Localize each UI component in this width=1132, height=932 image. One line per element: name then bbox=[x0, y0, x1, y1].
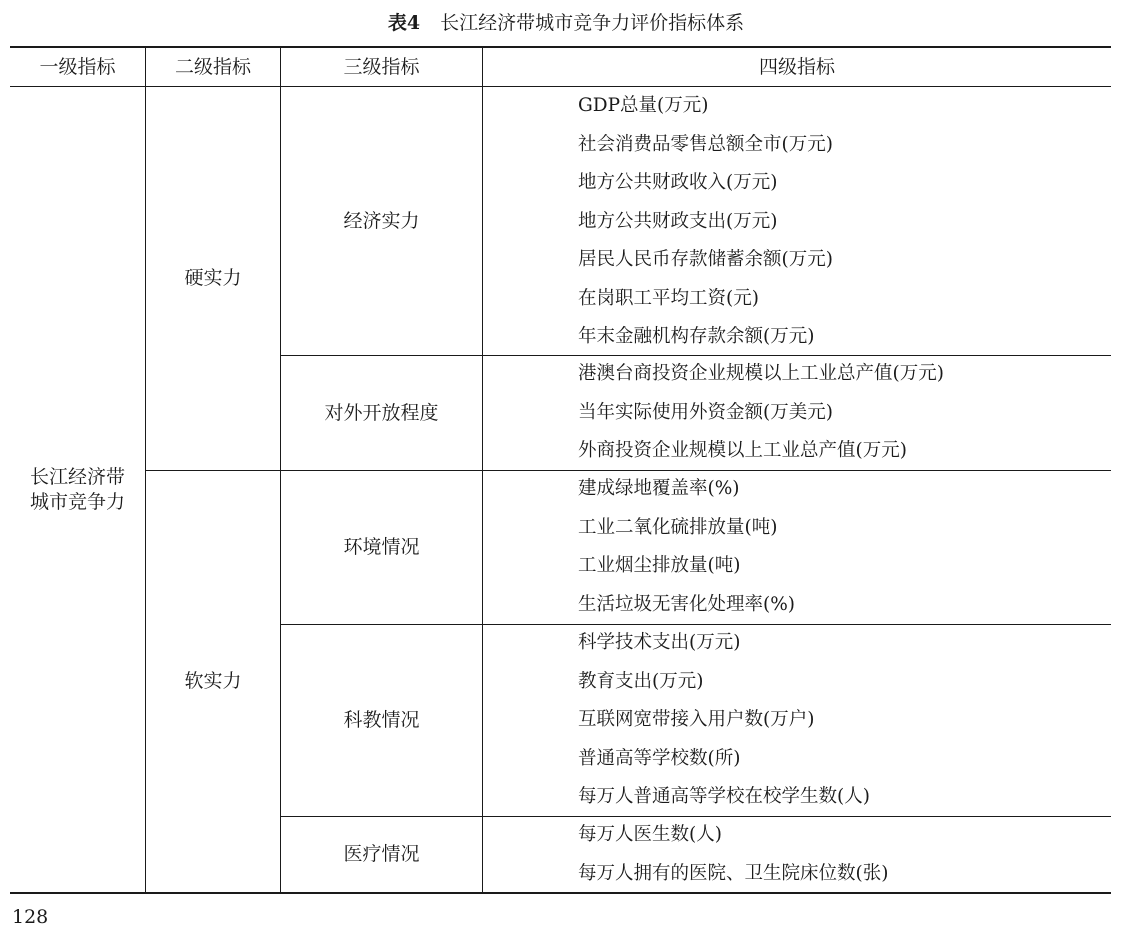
level4-item: 外商投资企业规模以上工业总产值(万元) bbox=[578, 440, 907, 461]
level4-item: 在岗职工平均工资(元) bbox=[578, 287, 759, 309]
level3-education: 科教情况 bbox=[343, 709, 420, 731]
table-caption bbox=[0, 8, 1132, 38]
level4-list-education bbox=[578, 624, 870, 817]
level4-list-economic-strength bbox=[578, 87, 833, 357]
level1-indicator bbox=[10, 87, 145, 892]
level3-environment: 环境情况 bbox=[343, 536, 420, 558]
level4-item: 居民人民币存款储蓄余额(万元) bbox=[578, 249, 833, 270]
header-level1: 一级指标 bbox=[39, 55, 116, 78]
header-level3: 三级指标 bbox=[343, 55, 420, 78]
page-number: 128 bbox=[12, 906, 49, 928]
level4-list-environment bbox=[578, 470, 795, 624]
level4-item: 每万人拥有的医院、卫生院床位数(张) bbox=[578, 862, 889, 884]
level4-item: 教育支出(万元) bbox=[578, 670, 704, 692]
level4-item: 工业二氧化硫排放量(吨) bbox=[578, 516, 778, 538]
level4-item: 地方公共财政支出(万元) bbox=[578, 210, 778, 232]
level4-item: 科学技术支出(万元) bbox=[578, 632, 741, 653]
table-caption-label: 表4 bbox=[387, 12, 421, 34]
level4-item: 建成绿地覆盖率(%) bbox=[578, 478, 740, 499]
level3-medical: 医疗情况 bbox=[343, 843, 420, 865]
level4-item: 普通高等学校数(所) bbox=[578, 747, 741, 769]
table-caption-title: 长江经济带城市竞争力评价指标体系 bbox=[440, 12, 745, 34]
level2-hard-power: 硬实力 bbox=[184, 267, 242, 289]
level4-item: 每万人普通高等学校在校学生数(人) bbox=[578, 786, 870, 807]
level2-soft-power: 软实力 bbox=[184, 670, 242, 692]
level4-item: 每万人医生数(人) bbox=[578, 824, 722, 845]
table-bottom-rule bbox=[10, 892, 1111, 894]
level1-indicator-text: 长江经济带城市竞争力 bbox=[29, 465, 125, 513]
level4-item: 年末金融机构存款余额(万元) bbox=[578, 326, 815, 347]
level4-item: 港澳台商投资企业规模以上工业总产值(万元) bbox=[578, 363, 944, 384]
level4-item: 生活垃圾无害化处理率(%) bbox=[578, 593, 796, 615]
level3-economic-strength: 经济实力 bbox=[343, 209, 420, 232]
level4-item: 社会消费品零售总额全市(万元) bbox=[578, 133, 833, 155]
header-level2: 二级指标 bbox=[174, 55, 251, 78]
level4-item: 工业烟尘排放量(吨) bbox=[578, 555, 741, 576]
level4-list-medical bbox=[578, 816, 888, 893]
level4-item: 当年实际使用外资金额(万美元) bbox=[578, 401, 833, 423]
level4-item: 地方公共财政收入(万元) bbox=[578, 172, 778, 193]
level4-item: GDP总量(万元) bbox=[578, 95, 709, 116]
level4-list-openness bbox=[578, 355, 944, 471]
level4-item: 互联网宽带接入用户数(万户) bbox=[578, 709, 815, 730]
header-level4: 四级指标 bbox=[758, 55, 835, 78]
level3-openness: 对外开放程度 bbox=[324, 401, 439, 424]
